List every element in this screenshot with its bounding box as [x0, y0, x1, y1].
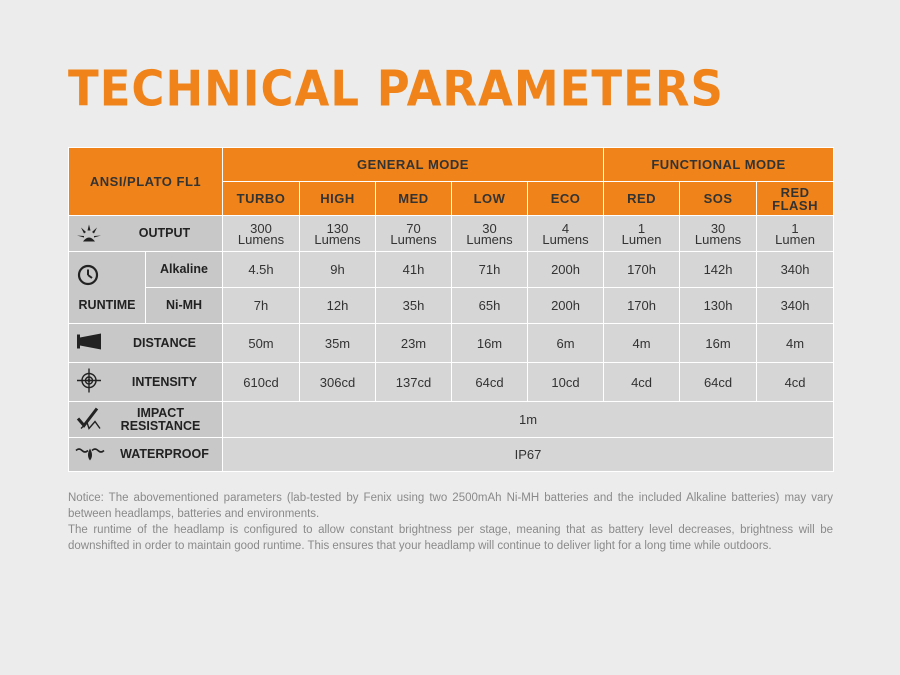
distance-value: 35m [300, 324, 376, 363]
impact-row [69, 402, 834, 438]
intensity-value: 610cd [223, 363, 300, 402]
functional-mode-header: FUNCTIONAL MODE [604, 148, 834, 182]
corner-label: ANSI/PLATO FL1 [69, 148, 223, 216]
beam-icon [75, 333, 103, 354]
output-value: 300 Lumens [223, 216, 300, 252]
nimh-label: Ni-MH [146, 288, 223, 324]
mode-red-flash-line2: FLASH [772, 197, 818, 213]
runtime-alkaline-value: 170h [604, 252, 680, 288]
intensity-value: 10cd [528, 363, 604, 402]
runtime-alkaline-value: 200h [528, 252, 604, 288]
mode-turbo: TURBO [223, 182, 300, 216]
runtime-alkaline-value: 4.5h [223, 252, 300, 288]
impact-label-cell [69, 402, 223, 438]
output-value: 1 Lumen [757, 216, 834, 252]
output-value: 4 Lumens [528, 216, 604, 252]
output-row [69, 216, 834, 252]
runtime-alkaline-value: 71h [452, 252, 528, 288]
distance-value: 16m [680, 324, 757, 363]
distance-value: 50m [223, 324, 300, 363]
intensity-value: 64cd [680, 363, 757, 402]
water-drop-icon [75, 444, 105, 465]
alkaline-label: Alkaline [146, 252, 223, 288]
runtime-alkaline-row [69, 252, 834, 288]
runtime-alkaline-value: 9h [300, 252, 376, 288]
mode-red-flash [757, 182, 834, 216]
light-burst-icon [75, 222, 103, 245]
runtime-nimh-value: 35h [376, 288, 452, 324]
notice-paragraph-2: The runtime of the headlamp is configured to allow constant brightness per stage, meaning that as battery level decreases, brightness will be downshifted in order to maintain good runtime. This ensures that your headlamp will continue to deliver light for a long time while outdoors. [68, 524, 833, 552]
impact-label: IMPACT RESISTANCE [120, 405, 201, 433]
technical-parameters-table [68, 147, 834, 472]
intensity-label: INTENSITY [131, 374, 198, 389]
runtime-nimh-value: 340h [757, 288, 834, 324]
mode-eco: ECO [528, 182, 604, 216]
distance-row [69, 324, 834, 363]
mode-red: RED [604, 182, 680, 216]
distance-value: 4m [604, 324, 680, 363]
runtime-label: RUNTIME [78, 297, 136, 312]
mode-low: LOW [452, 182, 528, 216]
intensity-value: 4cd [604, 363, 680, 402]
target-icon [75, 369, 103, 396]
clock-icon [77, 264, 99, 289]
distance-value: 16m [452, 324, 528, 363]
runtime-alkaline-value: 340h [757, 252, 834, 288]
runtime-nimh-value: 65h [452, 288, 528, 324]
intensity-label-cell [69, 363, 223, 402]
distance-label: DISTANCE [133, 335, 196, 350]
intensity-row [69, 363, 834, 402]
mode-med: MED [376, 182, 452, 216]
output-value: 70 Lumens [376, 216, 452, 252]
output-label: OUTPUT [138, 226, 191, 240]
mode-red-flash-line1: RED [780, 184, 810, 200]
general-mode-header: GENERAL MODE [223, 148, 604, 182]
waterproof-label: WATERPROOF [120, 447, 209, 461]
notice-text [68, 490, 833, 554]
output-value: 130 Lumens [300, 216, 376, 252]
output-label-cell [69, 216, 223, 252]
distance-label-cell [69, 324, 223, 363]
runtime-alkaline-value: 41h [376, 252, 452, 288]
distance-value: 6m [528, 324, 604, 363]
mode-sos: SOS [680, 182, 757, 216]
output-value: 30 Lumens [452, 216, 528, 252]
runtime-alkaline-value: 142h [680, 252, 757, 288]
output-value: 30 Lumens [680, 216, 757, 252]
distance-value: 23m [376, 324, 452, 363]
runtime-label-cell [69, 252, 146, 324]
page-title: TECHNICAL PARAMETERS [68, 60, 724, 118]
runtime-nimh-value: 12h [300, 288, 376, 324]
notice-paragraph-1: Notice: The abovementioned parameters (lab-tested by Fenix using two 2500mAh Ni-MH batteries and the included Alkaline batteries) may vary between headlamps, batteries and environments. [68, 492, 833, 520]
waterproof-label-cell [69, 438, 223, 472]
runtime-nimh-row [69, 288, 834, 324]
output-value: 1 Lumen [604, 216, 680, 252]
intensity-value: 137cd [376, 363, 452, 402]
intensity-value: 64cd [452, 363, 528, 402]
runtime-nimh-value: 7h [223, 288, 300, 324]
distance-value: 4m [757, 324, 834, 363]
runtime-nimh-value: 130h [680, 288, 757, 324]
impact-value: 1m [223, 402, 834, 438]
waterproof-value: IP67 [223, 438, 834, 472]
runtime-nimh-value: 170h [604, 288, 680, 324]
waterproof-row [69, 438, 834, 472]
intensity-value: 4cd [757, 363, 834, 402]
impact-check-icon [75, 406, 103, 433]
intensity-value: 306cd [300, 363, 376, 402]
mode-high: HIGH [300, 182, 376, 216]
runtime-nimh-value: 200h [528, 288, 604, 324]
